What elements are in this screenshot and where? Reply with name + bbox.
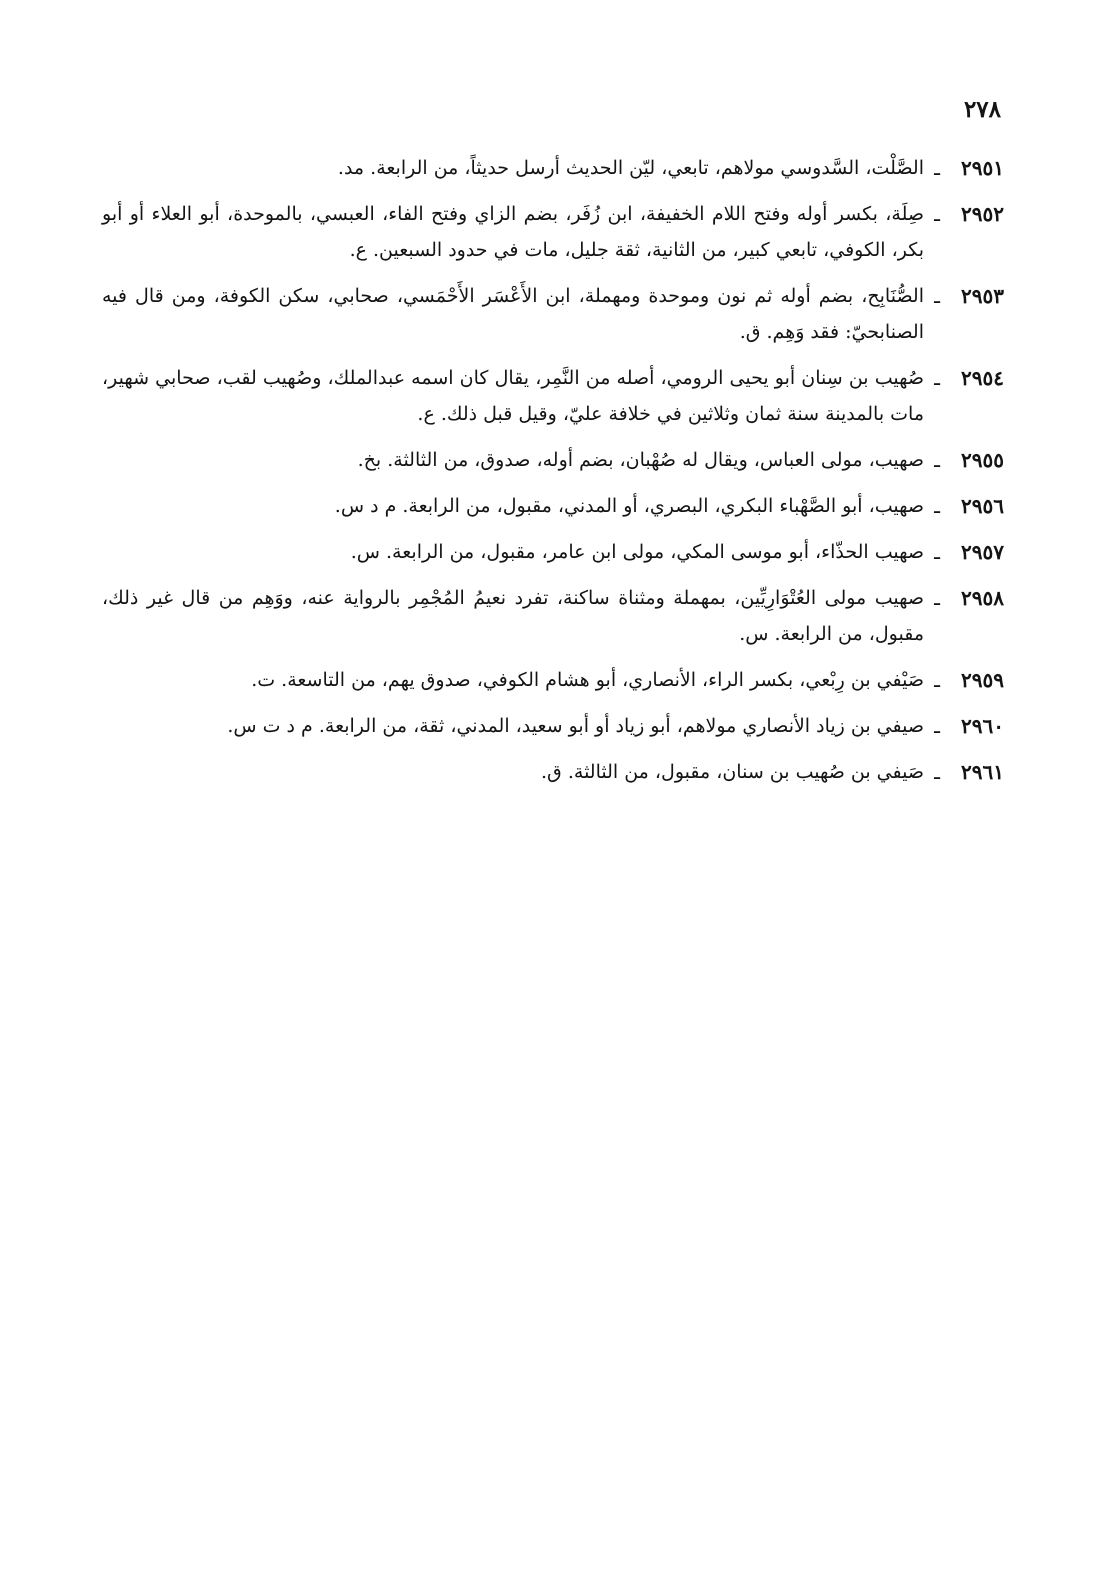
list-item [102,150,1004,186]
entry-text: صُهيب بن سِنان أبو يحيى الرومي، أصله من النَّمِر، يقال كان اسمه عبدالملك، وصُهيب لقب، صحابي شهير، مات بالمدينة سنة ثمان وثلاثين في خلافة عليّ، وقيل قبل ذلك. ع. [102,367,924,425]
entry-number: ٢٩٥٦ [961,494,1004,518]
entry-dash: ـ [934,448,940,472]
entry-number: ٢٩٥٧ [961,540,1004,564]
entry-dash: ـ [934,760,940,784]
page-number: ٢٧٨ [963,96,1001,123]
entry-dash: ـ [934,714,940,738]
entry-text: صيفي بن زياد الأنصاري مولاهم، أبو زياد أو أبو سعيد، المدني، ثقة، من الرابعة. م د ت س. [227,715,924,737]
entry-text: صَيفي بن صُهيب بن سنان، مقبول، من الثالثة. ق. [541,761,924,783]
list-item [102,662,1004,698]
entry-text: الصَّلْت، السَّدوسي مولاهم، تابعي، ليّن الحديث أرسل حديثاً، من الرابعة. مد. [337,157,924,179]
entry-number: ٢٩٥٥ [961,448,1004,472]
list-item [102,754,1004,790]
entry-number: ٢٩٥٩ [961,668,1004,692]
list-item [102,534,1004,570]
list-item [102,360,1004,432]
entry-text: صهيب مولى العُتْوَارِيِّين، بمهملة ومثناة ساكنة، تفرد نعيمُ المُجْمِر بالرواية عنه، ووَهِم من قال غير ذلك، مقبول، من الرابعة. س. [102,587,924,645]
entry-dash: ـ [934,540,940,564]
entry-dash: ـ [934,156,940,180]
entry-number: ٢٩٥١ [961,156,1004,180]
list-item [102,580,1004,652]
entry-dash: ـ [934,284,940,308]
entry-dash: ـ [934,668,940,692]
list-item [102,196,1004,268]
entry-dash: ـ [934,366,940,390]
entry-number: ٢٩٥٢ [961,202,1004,226]
entry-number: ٢٩٦٠ [961,714,1004,738]
entry-number: ٢٩٥٤ [961,366,1004,390]
entry-list [102,150,1004,800]
entry-number: ٢٩٥٣ [961,284,1004,308]
entry-text: صِلَة، بكسر أوله وفتح اللام الخفيفة، ابن زُفَر، بضم الزاي وفتح الفاء، العبسي، بالموحدة، أبو العلاء أو أبو بكر، الكوفي، تابعي كبير، من الثانية، ثقة جليل، مات في حدود السبعين. ع. [102,203,924,261]
entry-number: ٢٩٥٨ [961,586,1004,610]
list-item [102,708,1004,744]
list-item [102,442,1004,478]
entry-dash: ـ [934,586,940,610]
list-item [102,488,1004,524]
entry-text: صهيب، مولى العباس، ويقال له صُهْبان، بضم أوله، صدوق، من الثالثة. بخ. [357,449,924,471]
entry-dash: ـ [934,494,940,518]
entry-dash: ـ [934,202,940,226]
entry-text: الصُّنَابِح، بضم أوله ثم نون وموحدة ومهملة، ابن الأَعْسَر الأَحْمَسي، صحابي، سكن الكوفة، ومن قال فيه الصنابحيّ: فقد وَهِم. ق. [102,285,924,343]
entry-text: صهيب، أبو الصَّهْباء البكري، البصري، أو المدني، مقبول، من الرابعة. م د س. [334,495,924,517]
entry-number: ٢٩٦١ [961,760,1004,784]
list-item [102,278,1004,350]
entry-text: صهيب الحذّاء، أبو موسى المكي، مولى ابن عامر، مقبول، من الرابعة. س. [350,541,924,563]
entry-text: صَيْفي بن رِبْعي، بكسر الراء، الأنصاري، أبو هشام الكوفي، صدوق يهم، من التاسعة. ت. [251,669,924,691]
